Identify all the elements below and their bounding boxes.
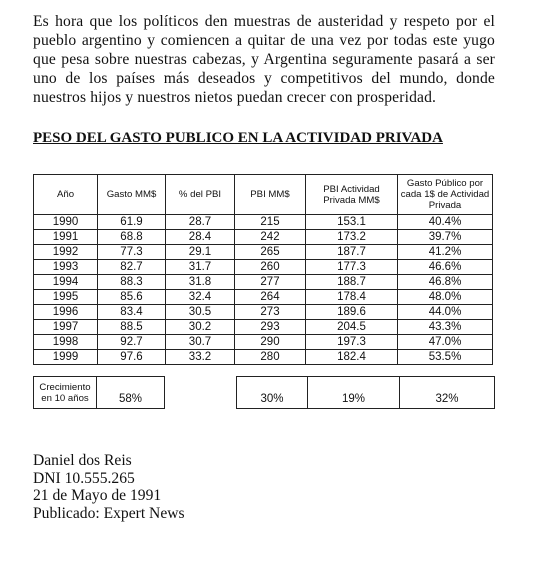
cell-gasto-por-peso: 43.3% — [398, 320, 493, 335]
cell-anio: 1993 — [34, 260, 98, 275]
intro-paragraph: Es hora que los políticos den muestras de austeridad y respeto por el pueblo argentino y comiencen a quitar de una vez por todas este yugo que pesa sobre nuestras cabezas, y Argentina seguramente pasará a ser uno de los países más deseados y competitivos del mundo, donde nuestros hijos y nuestros nietos puedan crecer con prosperidad. — [33, 13, 495, 106]
cell-gasto: 92.7 — [98, 335, 166, 350]
cell-pct-pbi: 31.7 — [166, 260, 235, 275]
section-title: PESO DEL GASTO PUBLICO EN LA ACTIVIDAD PRIVADA — [33, 130, 443, 146]
cell-pbi-privada: 182.4 — [306, 350, 398, 365]
cell-pct-pbi: 33.2 — [166, 350, 235, 365]
table-row — [34, 350, 493, 365]
cell-pct-pbi: 30.2 — [166, 320, 235, 335]
cell-pbi: 280 — [235, 350, 306, 365]
growth-pbi-privada — [307, 376, 400, 409]
table-row — [34, 215, 493, 230]
author-dni: DNI 10.555.265 — [33, 469, 135, 487]
table-row — [34, 230, 493, 245]
cell-pbi-privada: 197.3 — [306, 335, 398, 350]
cell-pbi: 260 — [235, 260, 306, 275]
cell-pbi: 264 — [235, 290, 306, 305]
cell-pbi-privada: 178.4 — [306, 290, 398, 305]
cell-pbi: 242 — [235, 230, 306, 245]
growth-label — [33, 376, 97, 409]
cell-anio: 1999 — [34, 350, 98, 365]
table-row — [34, 335, 493, 350]
growth-gasto-por-peso — [399, 376, 495, 409]
cell-anio: 1992 — [34, 245, 98, 260]
cell-pbi-privada: 153.1 — [306, 215, 398, 230]
cell-pct-pbi: 28.7 — [166, 215, 235, 230]
cell-anio: 1994 — [34, 275, 98, 290]
author-name: Daniel dos Reis — [33, 452, 132, 469]
cell-pbi: 265 — [235, 245, 306, 260]
cell-gasto-por-peso: 44.0% — [398, 305, 493, 320]
growth-pbi-privada-value: 19% — [341, 393, 366, 405]
cell-pbi: 273 — [235, 305, 306, 320]
cell-pbi-privada: 177.3 — [306, 260, 398, 275]
cell-gasto-por-peso: 46.8% — [398, 275, 493, 290]
header-pct-pbi: % del PBI — [166, 175, 235, 215]
table-row — [34, 275, 493, 290]
cell-pbi-privada: 204.5 — [306, 320, 398, 335]
cell-gasto-por-peso: 41.2% — [398, 245, 493, 260]
publication-source: Publicado: Expert News — [33, 504, 185, 522]
cell-gasto: 88.5 — [98, 320, 166, 335]
growth-pbi-value: 30% — [260, 393, 284, 405]
gasto-publico-table — [33, 174, 493, 365]
cell-pbi-privada: 188.7 — [306, 275, 398, 290]
cell-gasto: 85.6 — [98, 290, 166, 305]
table-row — [34, 305, 493, 320]
cell-gasto: 68.8 — [98, 230, 166, 245]
table-body — [34, 215, 493, 365]
cell-pct-pbi: 30.5 — [166, 305, 235, 320]
cell-gasto: 77.3 — [98, 245, 166, 260]
cell-pbi: 215 — [235, 215, 306, 230]
cell-anio: 1998 — [34, 335, 98, 350]
cell-gasto: 82.7 — [98, 260, 166, 275]
cell-pct-pbi: 30.7 — [166, 335, 235, 350]
cell-anio: 1996 — [34, 305, 98, 320]
cell-pbi-privada: 173.2 — [306, 230, 398, 245]
header-pbi: PBI MM$ — [235, 175, 306, 215]
growth-label-text: Crecimiento en 10 años — [39, 381, 91, 404]
growth-gasto-value: 58% — [118, 393, 143, 405]
signature-block — [33, 452, 185, 522]
header-anio: Año — [34, 175, 98, 215]
cell-gasto-por-peso: 46.6% — [398, 260, 493, 275]
growth-pbi — [236, 376, 308, 409]
growth-gasto — [96, 376, 165, 409]
table-row — [34, 290, 493, 305]
cell-pct-pbi: 31.8 — [166, 275, 235, 290]
cell-gasto-por-peso: 53.5% — [398, 350, 493, 365]
table-row — [34, 260, 493, 275]
header-gasto: Gasto MM$ — [98, 175, 166, 215]
cell-pct-pbi: 32.4 — [166, 290, 235, 305]
cell-anio: 1991 — [34, 230, 98, 245]
table-row — [34, 320, 493, 335]
cell-pbi-privada: 189.6 — [306, 305, 398, 320]
cell-gasto: 61.9 — [98, 215, 166, 230]
cell-pct-pbi: 29.1 — [166, 245, 235, 260]
cell-gasto: 88.3 — [98, 275, 166, 290]
cell-gasto-por-peso: 47.0% — [398, 335, 493, 350]
cell-gasto: 83.4 — [98, 305, 166, 320]
header-gasto-por-peso: Gasto Público por cada 1$ de Actividad Privada — [398, 175, 493, 215]
growth-gasto-por-peso-value: 32% — [435, 393, 459, 405]
cell-gasto: 97.6 — [98, 350, 166, 365]
header-pbi-privada: PBI Actividad Privada MM$ — [306, 175, 398, 215]
publication-date: 21 de Mayo de 1991 — [33, 487, 162, 504]
cell-pbi-privada: 187.7 — [306, 245, 398, 260]
cell-gasto-por-peso: 48.0% — [398, 290, 493, 305]
cell-anio: 1995 — [34, 290, 98, 305]
table-header-row — [34, 175, 493, 215]
cell-anio: 1997 — [34, 320, 98, 335]
table-row — [34, 245, 493, 260]
cell-pct-pbi: 28.4 — [166, 230, 235, 245]
cell-pbi: 293 — [235, 320, 306, 335]
cell-gasto-por-peso: 40.4% — [398, 215, 493, 230]
cell-pbi: 290 — [235, 335, 306, 350]
cell-anio: 1990 — [34, 215, 98, 230]
cell-gasto-por-peso: 39.7% — [398, 230, 493, 245]
cell-pbi: 277 — [235, 275, 306, 290]
